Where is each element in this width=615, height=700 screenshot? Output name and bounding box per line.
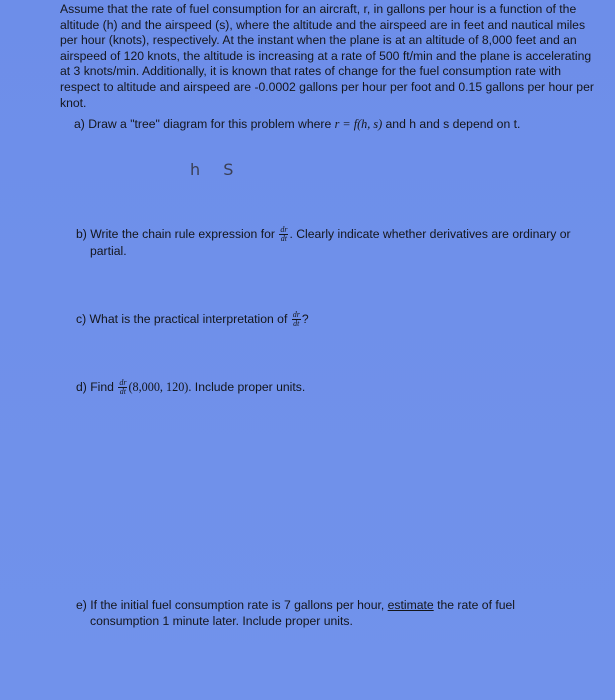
fraction-numerator: dr	[280, 225, 288, 235]
problem-statement: Assume that the rate of fuel consumption for an aircraft, r, in gallons per hour is a function of the altitude (h) and the airspeed (s), where the altitude and the airspeed are in feet and nautical miles per hour (knots), respectively. At the instant when the plane is at an altitude of 8,000 feet and an airspeed of 120 knots, the altitude is increasing at a rate of 500 ft/min and the plane is accelerating at 3 knots/min. Additionally, it is known that rates of change for the fuel consumption rate with respect to altitude and airspeed are -0.0002 gallons per hour per foot and 0.15 gallons per hour per knot.	[60, 2, 594, 110]
question-c	[76, 311, 309, 328]
question-b-text-end: . Clearly indicate whether derivatives are ordinary or	[289, 227, 571, 241]
question-d-text: d) Find	[76, 380, 114, 394]
question-a-text-end: and h and s depend on t.	[382, 117, 521, 131]
fraction-numerator: dr	[292, 310, 300, 320]
fraction-denominator: dt	[119, 387, 126, 397]
question-b-text: b) Write the chain rule expression for	[76, 227, 275, 241]
question-e-text: e) If the initial fuel consumption rate is 7 gallons per hour,	[76, 598, 388, 612]
question-a-formula: r = f(h, s)	[334, 117, 383, 131]
question-e-text-end: the rate of fuel	[433, 598, 516, 612]
question-b-line2: partial.	[90, 244, 127, 259]
question-c-text-end: ?	[301, 312, 309, 326]
fraction-denominator: dt	[293, 319, 300, 329]
fraction-numerator: dr	[119, 378, 127, 388]
question-e-underlined: estimate	[387, 598, 434, 612]
fraction-denominator: dt	[280, 234, 287, 244]
handwritten-tree-notes	[190, 160, 251, 179]
question-e-line2: consumption 1 minute later. Include proper units.	[90, 614, 353, 628]
question-b	[76, 226, 596, 259]
handwritten-h: h	[190, 160, 201, 179]
question-d-args: (8,000, 120).	[128, 380, 192, 394]
question-a	[74, 116, 520, 132]
handwritten-s: S	[223, 160, 234, 179]
question-d-text-end: Include proper units.	[191, 380, 306, 394]
question-c-text: c) What is the practical interpretation of	[76, 312, 288, 326]
question-a-text: a) Draw a "tree" diagram for this problem where	[74, 117, 335, 131]
dr-dt-fraction	[118, 379, 127, 396]
dr-dt-fraction	[279, 226, 288, 243]
question-d	[76, 379, 305, 396]
question-e	[76, 597, 596, 629]
dr-dt-fraction	[292, 311, 301, 328]
